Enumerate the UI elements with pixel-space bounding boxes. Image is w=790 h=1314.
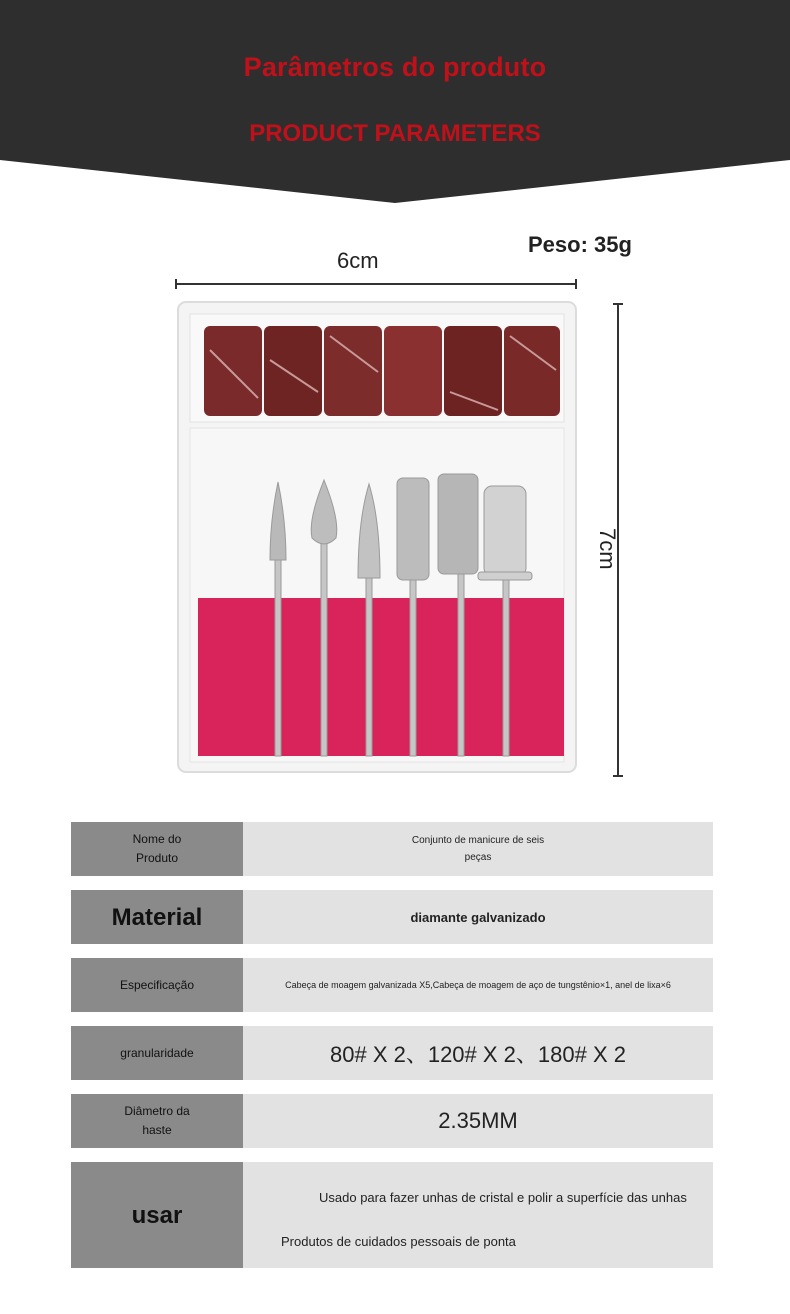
param-value: diamante galvanizado xyxy=(243,890,713,944)
param-label: Diâmetro da haste xyxy=(71,1094,243,1148)
param-label: Especificação xyxy=(71,958,243,1012)
param-row-grit xyxy=(71,1026,713,1080)
title-english: PRODUCT PARAMETERS xyxy=(249,120,541,147)
param-value xyxy=(243,1162,713,1268)
usage-line-1: Usado para fazer unhas de cristal e polir a superfície das unhas xyxy=(319,1190,687,1205)
param-row-spec xyxy=(71,958,713,1012)
height-label: 7cm xyxy=(595,528,620,570)
param-label: Material xyxy=(71,890,243,944)
param-row-material xyxy=(71,890,713,944)
param-row-shank xyxy=(71,1094,713,1148)
param-label: Nome do Produto xyxy=(71,822,243,876)
sanding-bands xyxy=(204,326,560,416)
usage-line-2: Produtos de cuidados pessoais de ponta xyxy=(281,1234,516,1249)
param-value: 2.35MM xyxy=(243,1094,713,1148)
title-portuguese: Parâmetros do produto xyxy=(243,52,547,82)
weight-label: Peso: 35g xyxy=(528,232,632,257)
param-row-usage xyxy=(71,1162,713,1268)
param-label: usar xyxy=(71,1162,243,1268)
width-label: 6cm xyxy=(337,248,379,273)
param-value: Conjunto de manicure de seis peças xyxy=(243,822,713,876)
param-value: Cabeça de moagem galvanizada X5,Cabeça de moagem de aço de tungstênio×1, anel de lixa×6 xyxy=(243,958,713,1012)
param-value: 80# X 2、120# X 2、180# X 2 xyxy=(243,1026,713,1080)
param-row-name xyxy=(71,822,713,876)
param-label: granularidade xyxy=(71,1026,243,1080)
